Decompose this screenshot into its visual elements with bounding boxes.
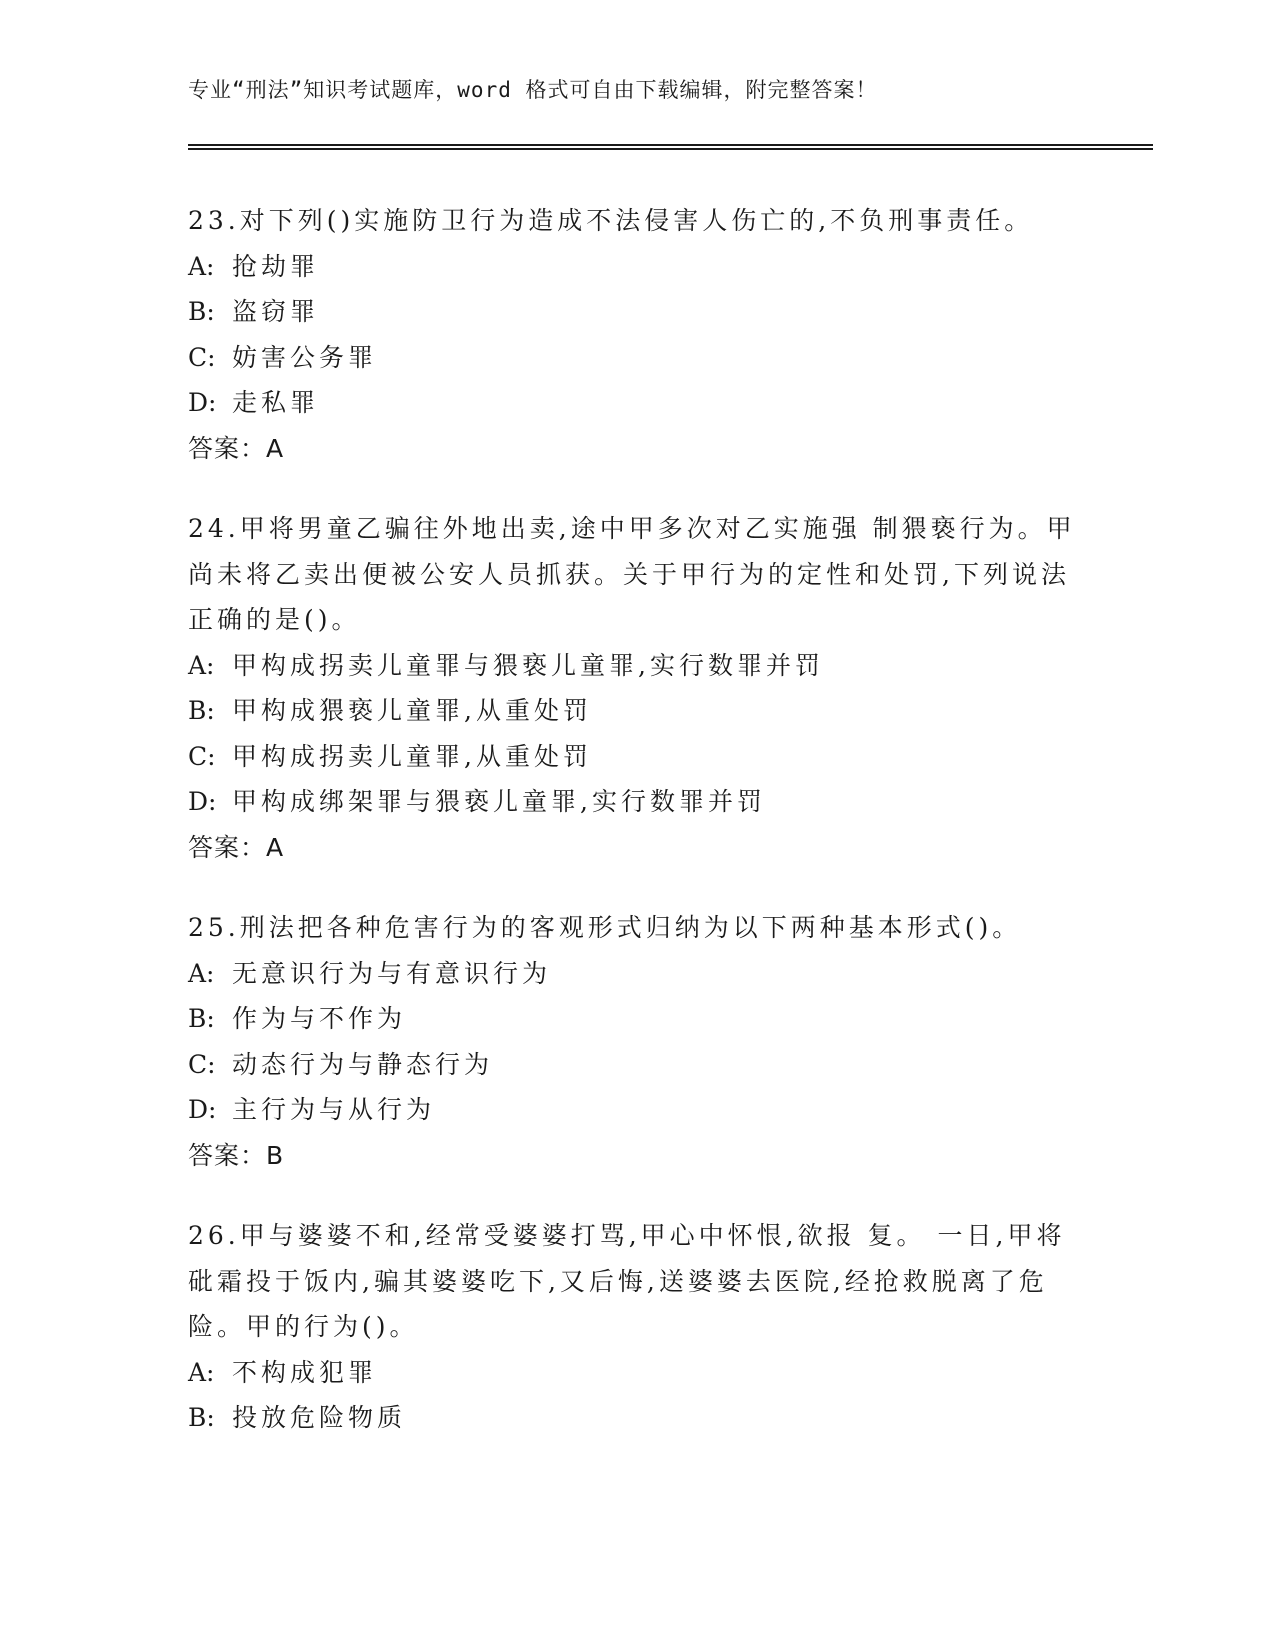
option-letter: D: bbox=[188, 388, 217, 417]
question-24 bbox=[188, 506, 1088, 870]
stem-line: 23.对下列()实施防卫行为造成不法侵害人伤亡的,不负刑事责任。 bbox=[188, 206, 1034, 235]
option-letter: B: bbox=[188, 1403, 215, 1432]
answer-line: 答案：B bbox=[188, 1140, 285, 1170]
stem-line: 26.甲与婆婆不和,经常受婆婆打骂,甲心中怀恨,欲报 复。 一日,甲将 bbox=[188, 1221, 1066, 1250]
option-text: 无意识行为与有意识行为 bbox=[232, 958, 552, 988]
question-stem bbox=[188, 198, 1068, 244]
option-letter: A: bbox=[188, 650, 215, 680]
option-b bbox=[188, 1395, 1088, 1441]
option-a bbox=[188, 951, 1088, 997]
option-text: 走私罪 bbox=[232, 388, 320, 417]
option-letter: A: bbox=[188, 251, 215, 281]
option-text: 投放危险物质 bbox=[232, 1403, 407, 1432]
option-letter: A: bbox=[188, 1357, 215, 1387]
option-letter: A: bbox=[188, 958, 215, 988]
question-stem bbox=[188, 506, 1076, 643]
option-letter: D: bbox=[188, 1095, 217, 1124]
question-26 bbox=[188, 1213, 1088, 1441]
question-stem bbox=[188, 905, 1068, 951]
option-text: 抢劫罪 bbox=[232, 251, 320, 281]
option-a bbox=[188, 244, 1088, 290]
option-letter: C: bbox=[188, 741, 216, 771]
option-letter: D: bbox=[188, 787, 217, 816]
option-letter: B: bbox=[188, 1004, 215, 1033]
question-23 bbox=[188, 198, 1088, 471]
option-text: 甲构成拐卖儿童罪与猥亵儿童罪,实行数罪并罚 bbox=[232, 650, 824, 680]
option-text: 作为与不作为 bbox=[232, 1004, 407, 1033]
option-text: 妨害公务罪 bbox=[232, 342, 378, 372]
option-d bbox=[188, 1087, 1088, 1133]
option-text: 不构成犯罪 bbox=[232, 1357, 378, 1387]
option-d bbox=[188, 380, 1088, 426]
option-b bbox=[188, 996, 1088, 1042]
question-25 bbox=[188, 905, 1088, 1178]
answer-line: 答案：A bbox=[188, 832, 285, 862]
stem-line: 险。甲的行为()。 bbox=[188, 1312, 419, 1341]
option-text: 甲构成拐卖儿童罪,从重处罚 bbox=[232, 741, 592, 771]
option-letter: C: bbox=[188, 342, 216, 372]
option-c bbox=[188, 1042, 1088, 1088]
stem-line: 正确的是()。 bbox=[188, 605, 361, 634]
option-letter: B: bbox=[188, 297, 215, 326]
option-letter: B: bbox=[188, 696, 215, 725]
header-text: 专业“刑法”知识考试题库，word 格式可自由下载编辑，附完整答案！ bbox=[188, 78, 878, 102]
option-d bbox=[188, 779, 1088, 825]
stem-line: 砒霜投于饭内,骗其婆婆吃下,又后悔,送婆婆去医院,经抢救脱离了危 bbox=[188, 1266, 1048, 1296]
option-letter: C: bbox=[188, 1049, 216, 1079]
option-b bbox=[188, 688, 1088, 734]
option-text: 主行为与从行为 bbox=[232, 1095, 436, 1124]
stem-line: 24.甲将男童乙骗往外地出卖,途中甲多次对乙实施强 制猥亵行为。甲 bbox=[188, 514, 1076, 543]
option-a bbox=[188, 1350, 1088, 1396]
option-text: 动态行为与静态行为 bbox=[232, 1049, 494, 1079]
stem-line: 25.刑法把各种危害行为的客观形式归纳为以下两种基本形式()。 bbox=[188, 913, 1022, 942]
option-c bbox=[188, 335, 1088, 381]
question-list bbox=[188, 198, 1088, 1476]
stem-line: 尚未将乙卖出便被公安人员抓获。关于甲行为的定性和处罚,下列说法 bbox=[188, 559, 1070, 589]
option-text: 甲构成猥亵儿童罪,从重处罚 bbox=[232, 696, 592, 725]
option-text: 盗窃罪 bbox=[232, 297, 320, 326]
option-text: 甲构成绑架罪与猥亵儿童罪,实行数罪并罚 bbox=[232, 787, 766, 816]
option-c bbox=[188, 734, 1088, 780]
option-b bbox=[188, 289, 1088, 335]
header-divider bbox=[188, 144, 1153, 150]
option-a bbox=[188, 643, 1088, 689]
answer-line: 答案：A bbox=[188, 433, 285, 463]
question-stem bbox=[188, 1213, 1068, 1350]
